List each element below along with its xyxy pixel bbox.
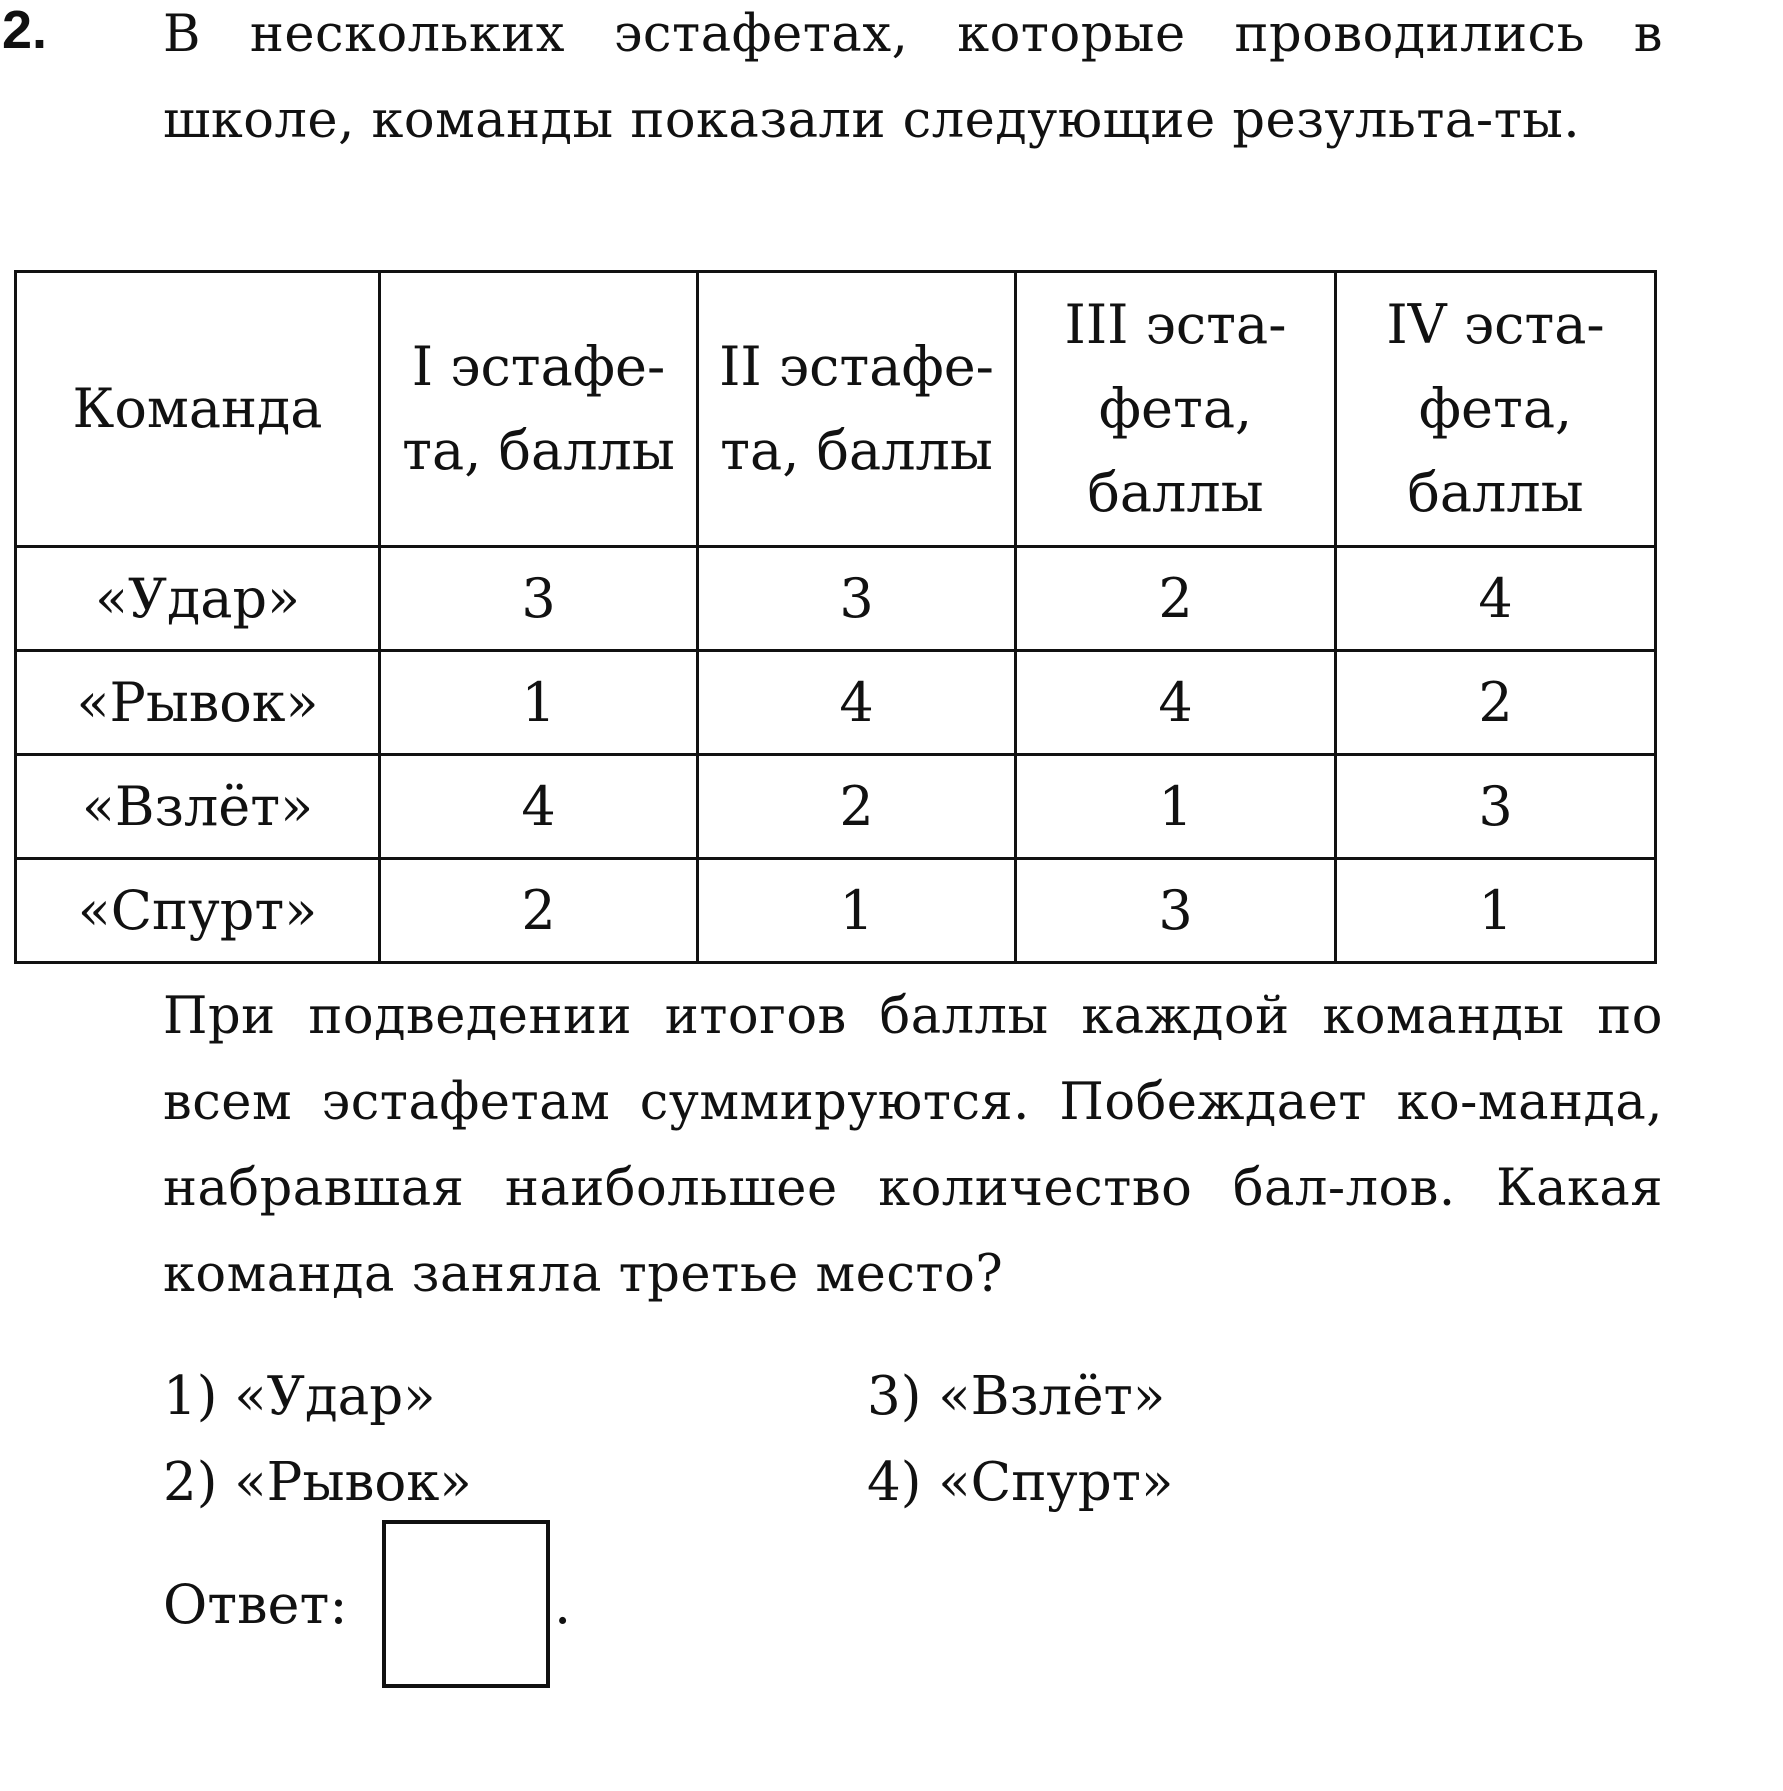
option-1[interactable]: 1) «Удар»	[163, 1366, 436, 1427]
score-cell: 3	[1336, 755, 1656, 859]
task-rules: При подведении итогов баллы каждой команды по всем эстафетам суммируются. Побеждает ко-манда, набравшая наибольшее количество бал-лов. Какая команда заняла третье место?	[163, 987, 1663, 1304]
results-table	[14, 270, 1657, 964]
score-cell: 4	[380, 755, 698, 859]
score-cell: 4	[1336, 547, 1656, 651]
header-team: Команда	[16, 272, 380, 547]
task-number: 2.	[2, 0, 48, 60]
table-row	[16, 547, 1656, 651]
score-cell: 2	[698, 755, 1016, 859]
header-relay-1: I эстафе- та, баллы	[380, 272, 698, 547]
option-4[interactable]: 4) «Спурт»	[867, 1452, 1174, 1513]
score-cell: 2	[380, 859, 698, 963]
score-cell: 3	[1016, 859, 1336, 963]
task-intro: В нескольких эстафетах, которые проводились в школе, команды показали следующие результа-ты.	[163, 5, 1663, 150]
option-2[interactable]: 2) «Рывок»	[163, 1452, 472, 1513]
header-relay-2: II эстафе- та, баллы	[698, 272, 1016, 547]
team-name: «Удар»	[16, 547, 380, 651]
score-cell: 2	[1336, 651, 1656, 755]
team-name: «Спурт»	[16, 859, 380, 963]
score-cell: 3	[380, 547, 698, 651]
score-cell: 1	[698, 859, 1016, 963]
option-3[interactable]: 3) «Взлёт»	[867, 1366, 1166, 1427]
table-row	[16, 859, 1656, 963]
score-cell: 2	[1016, 547, 1336, 651]
table-header-row	[16, 272, 1656, 547]
team-name: «Рывок»	[16, 651, 380, 755]
answer-label: Ответ:	[163, 1573, 348, 1636]
header-relay-4: IV эста- фета, баллы	[1336, 272, 1656, 547]
score-cell: 4	[1016, 651, 1336, 755]
table-row	[16, 651, 1656, 755]
score-cell: 1	[1016, 755, 1336, 859]
score-cell: 1	[1336, 859, 1656, 963]
team-name: «Взлёт»	[16, 755, 380, 859]
answer-box[interactable]	[382, 1520, 550, 1688]
score-cell: 4	[698, 651, 1016, 755]
score-cell: 1	[380, 651, 698, 755]
score-cell: 3	[698, 547, 1016, 651]
answer-period: .	[554, 1573, 572, 1636]
table-row	[16, 755, 1656, 859]
header-relay-3: III эста- фета, баллы	[1016, 272, 1336, 547]
